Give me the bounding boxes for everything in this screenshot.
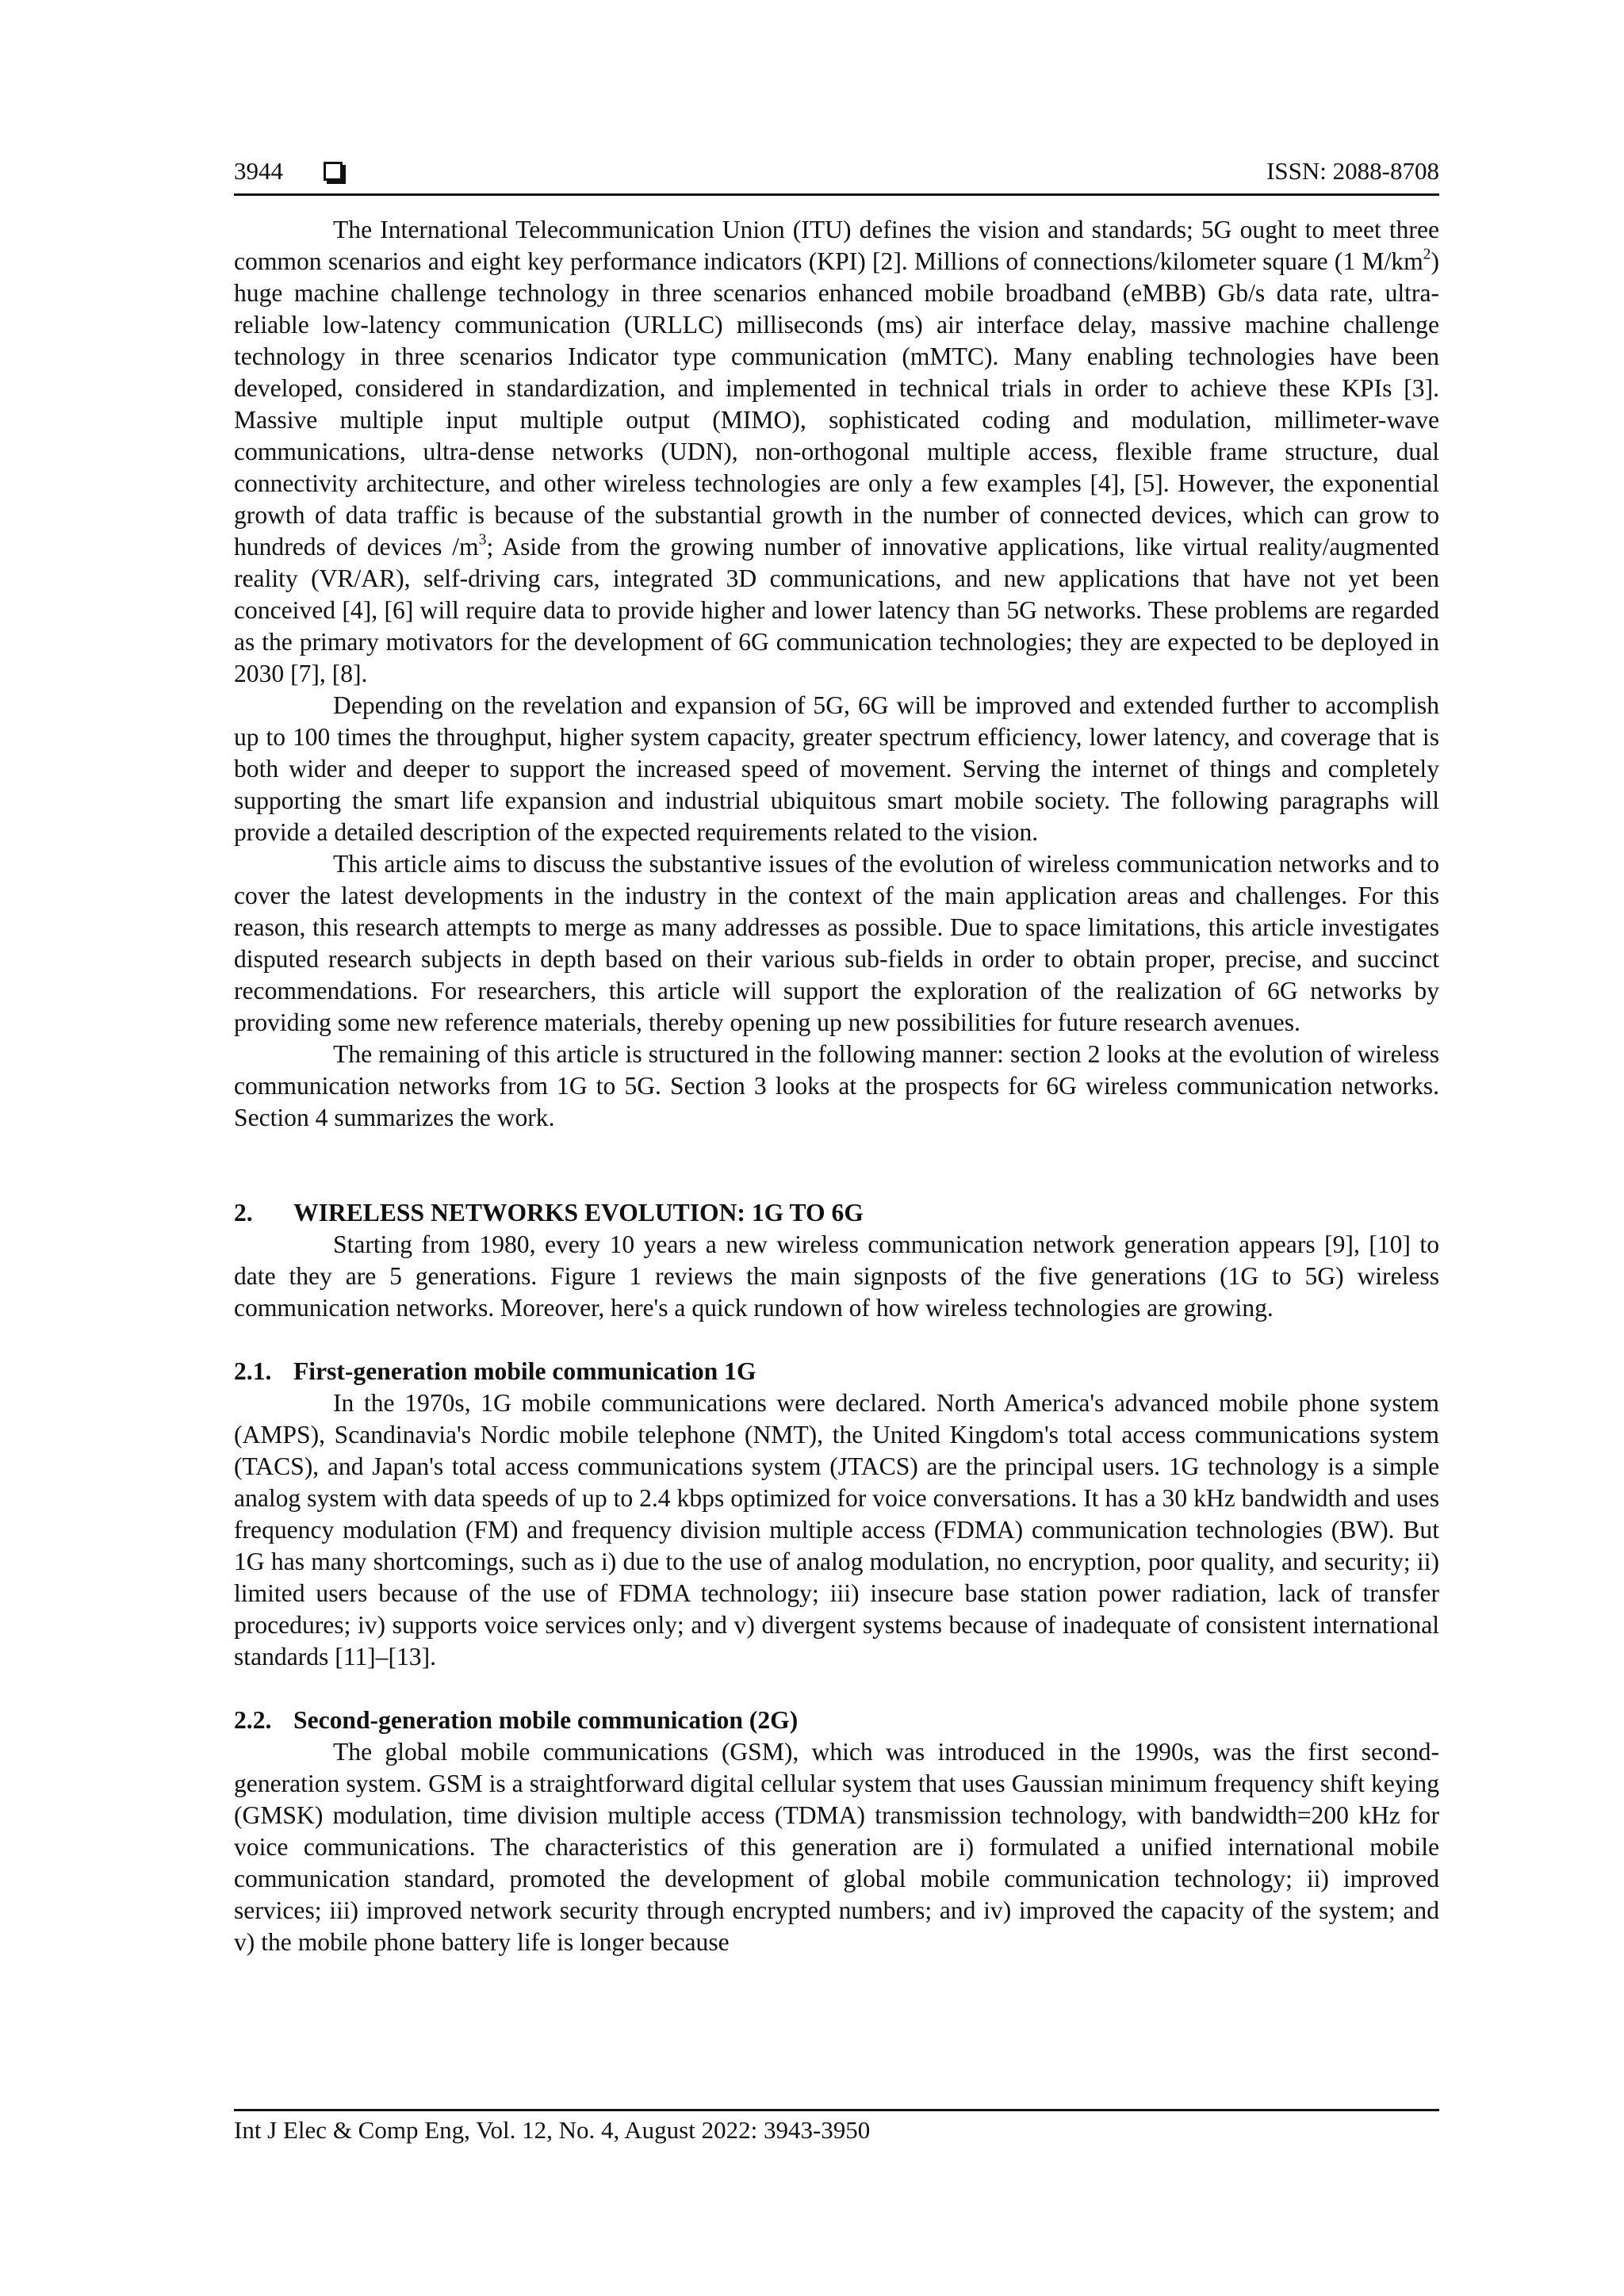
subsection-number: 2.1. [234, 1357, 272, 1385]
subsection-title: Second-generation mobile communication (2G) [293, 1706, 799, 1734]
intro-paragraph-2: Depending on the revelation and expansion of 5G, 6G will be improved and extended further to accomplish up to 100 times the throughput, higher system capacity, greater spectrum efficiency, lower latency, and coverage that is both wider and deeper to support the increased speed of movement. Serving the internet of things and completely supporting the smart life expansion and industrial ubiquitous smart mobile society. The following paragraphs will provide a detailed description of the expected requirements related to the vision. [234, 691, 1439, 846]
page-header [234, 155, 1439, 196]
intro-paragraph-1 [234, 214, 1439, 690]
section-2-2-heading [234, 1705, 1439, 1736]
square-bullet-icon [324, 162, 343, 181]
section-2-paragraph: Starting from 1980, every 10 years a new wireless communication network generation appears [9], [10] to date they are 5 generations. Figure 1 reviews the main signposts of the five generations (1G to 5G) wireless communication networks. Moreover, here's a quick rundown of how wireless technologies are growing. [234, 1230, 1439, 1322]
issn-label: ISSN: 2088-8708 [1266, 157, 1439, 185]
page-number: 3944 [234, 157, 283, 185]
intro-p1-text-a: The International Telecommunication Union (ITU) defines the vision and standards; 5G ought to meet three common scenarios and eight key performance indicators (KPI) [2]. Millions of connections/kilometer square (1 M/km [234, 216, 1439, 275]
section-title: WIRELESS NETWORKS EVOLUTION: 1G TO 6G [293, 1199, 864, 1226]
section-2-1-heading [234, 1356, 1439, 1387]
section-2-1-paragraph: In the 1970s, 1G mobile communications were declared. North America's advanced mobile phone system (AMPS), Scandinavia's Nordic mobile telephone (NMT), the United Kingdom's total access communications system (TACS), and Japan's total access communications system (JTACS) are the principal users. 1G technology is a simple analog system with data speeds of up to 2.4 kbps optimized for voice conversations. It has a 30 kHz bandwidth and uses frequency modulation (FM) and frequency division multiple access (FDMA) communication technologies (BW). But 1G has many shortcomings, such as i) due to the use of analog modulation, no encryption, poor quality, and security; ii) limited users because of the use of FDMA technology; iii) insecure base station power radiation, lack of transfer procedures; iv) supports voice services only; and v) divergent systems because of inadequate of consistent international standards [11]–[13]. [234, 1389, 1439, 1670]
section-2-heading [234, 1197, 1439, 1229]
journal-citation: Int J Elec & Comp Eng, Vol. 12, No. 4, August 2022: 3943-3950 [234, 2116, 871, 2144]
superscript-3: 3 [478, 531, 487, 549]
superscript-2: 2 [1423, 246, 1431, 263]
intro-p1-text-b: ) huge machine challenge technology in three scenarios enhanced mobile broadband (eMBB) Gb/s data rate, ultra-reliable low-latency communication (URLLC) milliseconds (ms) air interface delay, massive machine challenge technology in three scenarios Indicator type communication (mMTC). Many enabling technologies have been developed, considered in standardization, and implemented in technical trials in order to achieve these KPIs [3]. Massive multiple input multiple output (MIMO), sophisticated coding and modulation, millimeter-wave communications, ultra-dense networks (UDN), non-orthogonal multiple access, flexible frame structure, dual connectivity architecture, and other wireless technologies are only a few examples [4], [5]. However, the exponential growth of data traffic is because of the substantial growth in the number of connected devices, which can grow to hundreds of devices /m [234, 247, 1439, 561]
page-footer [234, 2109, 1439, 2146]
subsection-number: 2.2. [234, 1706, 272, 1734]
intro-p1-text-c: ; Aside from the growing number of innovative applications, like virtual reality/augmented reality (VR/AR), self-driving cars, integrated 3D communications, and new applications that have not yet been conceived [4], [6] will require data to provide higher and lower latency than 5G networks. These problems are regarded as the primary motivators for the development of 6G communication technologies; they are expected to be deployed in 2030 [7], [8]. [234, 533, 1439, 687]
section-2-2-paragraph: The global mobile communications (GSM), which was introduced in the 1990s, was the first second-generation system. GSM is a straightforward digital cellular system that uses Gaussian minimum frequency shift keying (GMSK) modulation, time division multiple access (TDMA) transmission technology, with bandwidth=200 kHz for voice communications. The characteristics of this generation are i) formulated a unified international mobile communication standard, promoted the development of global mobile communication technology; ii) improved services; iii) improved network security through encrypted numbers; and iv) improved the capacity of the system; and v) the mobile phone battery life is longer because [234, 1738, 1439, 1956]
section-number: 2. [234, 1199, 253, 1226]
subsection-title: First-generation mobile communication 1G [293, 1357, 756, 1385]
intro-paragraph-4: The remaining of this article is structured in the following manner: section 2 looks at the evolution of wireless communication networks from 1G to 5G. Section 3 looks at the prospects for 6G wireless communication networks. Section 4 summarizes the work. [234, 1040, 1439, 1131]
article-body [234, 214, 1439, 1958]
intro-paragraph-3: This article aims to discuss the substantive issues of the evolution of wireless communication networks and to cover the latest developments in the industry in the context of the main application areas and challenges. For this reason, this research attempts to merge as many addresses as possible. Due to space limitations, this article investigates disputed research subjects in depth based on their various sub-fields in order to obtain proper, precise, and succinct recommendations. For researchers, this article will support the exploration of the realization of 6G networks by providing some new reference materials, thereby opening up new possibilities for future research avenues. [234, 850, 1439, 1036]
